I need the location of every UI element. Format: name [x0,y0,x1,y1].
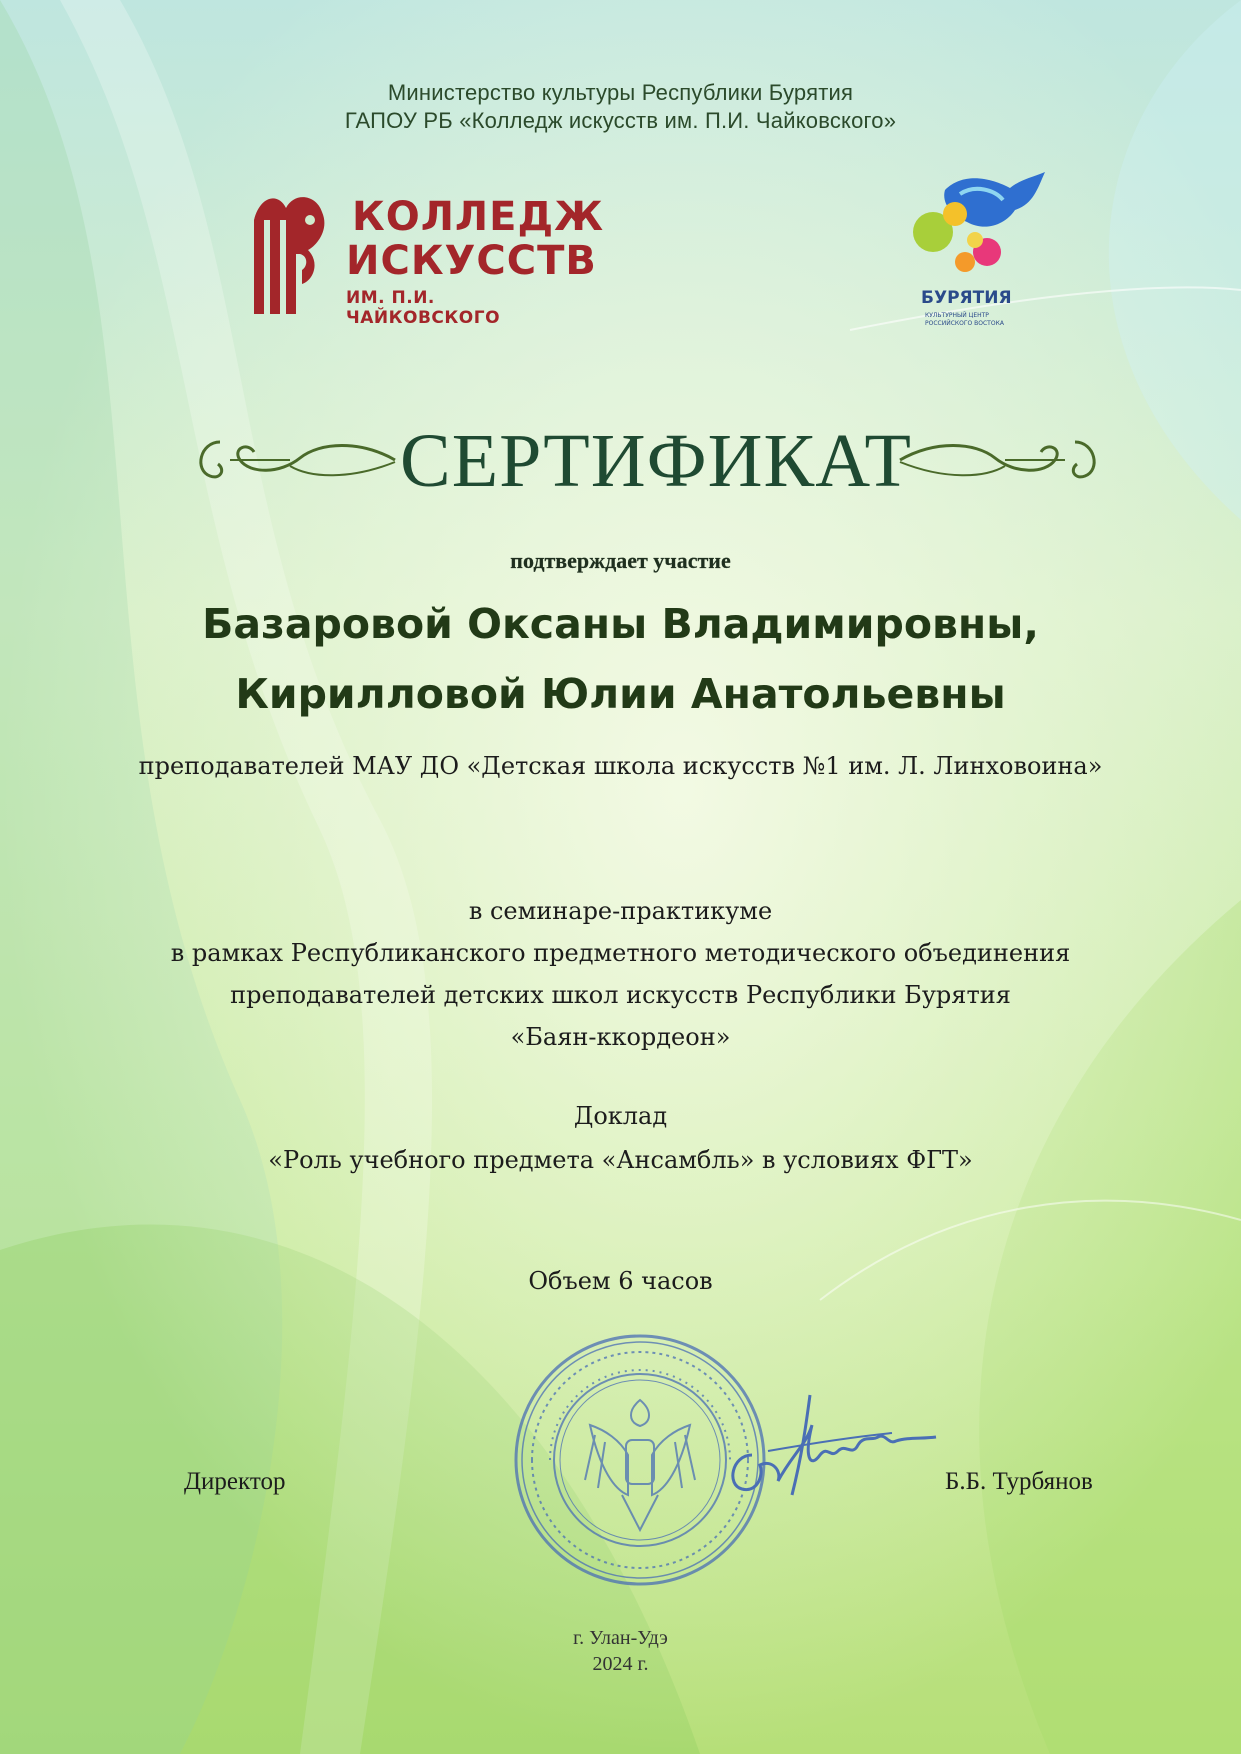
event-line-3: преподавателей детских школ искусств Республики Бурятия [230,981,1011,1009]
report-title: «Роль учебного предмета «Ансамбль» в условиях ФГТ» [268,1146,973,1174]
signature-name: Б.Б. Турбянов [945,1468,1093,1495]
participant-name-2: Кирилловой Юлии Анатольевны [235,670,1006,718]
buryatia-logo-tagline2: РОССИЙСКОГО ВОСТОКА [925,320,1004,327]
college-logo-line1: КОЛЛЕДЖ [352,194,605,240]
volume-hours: Объем 6 часов [528,1267,713,1295]
left-flourish-icon [190,430,400,490]
college-logo-line3: ИМ. П.И. ЧАЙКОВСКОГО [346,288,501,328]
signature-role: Директор [184,1468,286,1495]
participant-position: преподавателей МАУ ДО «Детская школа искусств №1 им. Л. Линховоина» [138,752,1103,780]
buryatia-emblem-icon [905,170,1055,290]
event-line-4: «Баян-ккордеон» [510,1023,731,1051]
right-flourish-icon [895,430,1105,490]
director-signature [712,1385,942,1515]
certificate-title: СЕРТИФИКАТ [400,419,912,503]
event-line-1: в семинаре-практикуме [468,897,773,925]
college-logo-line2: ИСКУССТВ [346,238,597,284]
ministry-line: Министерство культуры Республики Бурятия [387,80,854,105]
footer-city: г. Улан-Удэ [573,1627,668,1649]
event-line-2: в рамках Республиканского предметного методического объединения [170,939,1071,967]
report-label: Доклад [573,1102,668,1130]
college-emblem-icon [250,190,335,320]
participant-name-1: Базаровой Оксаны Владимировны, [202,600,1039,648]
college-logo [250,190,605,328]
footer-year: 2024 г. [592,1653,649,1675]
confirms-participation: подтверждает участие [510,548,731,573]
buryatia-logo-name: БУРЯТИЯ [921,288,1012,308]
college-line: ГАПОУ РБ «Колледж искусств им. П.И. Чайковского» [344,108,897,133]
buryatia-logo [905,170,1055,330]
buryatia-logo-tagline1: КУЛЬТУРНЫЙ ЦЕНТР [925,312,989,319]
